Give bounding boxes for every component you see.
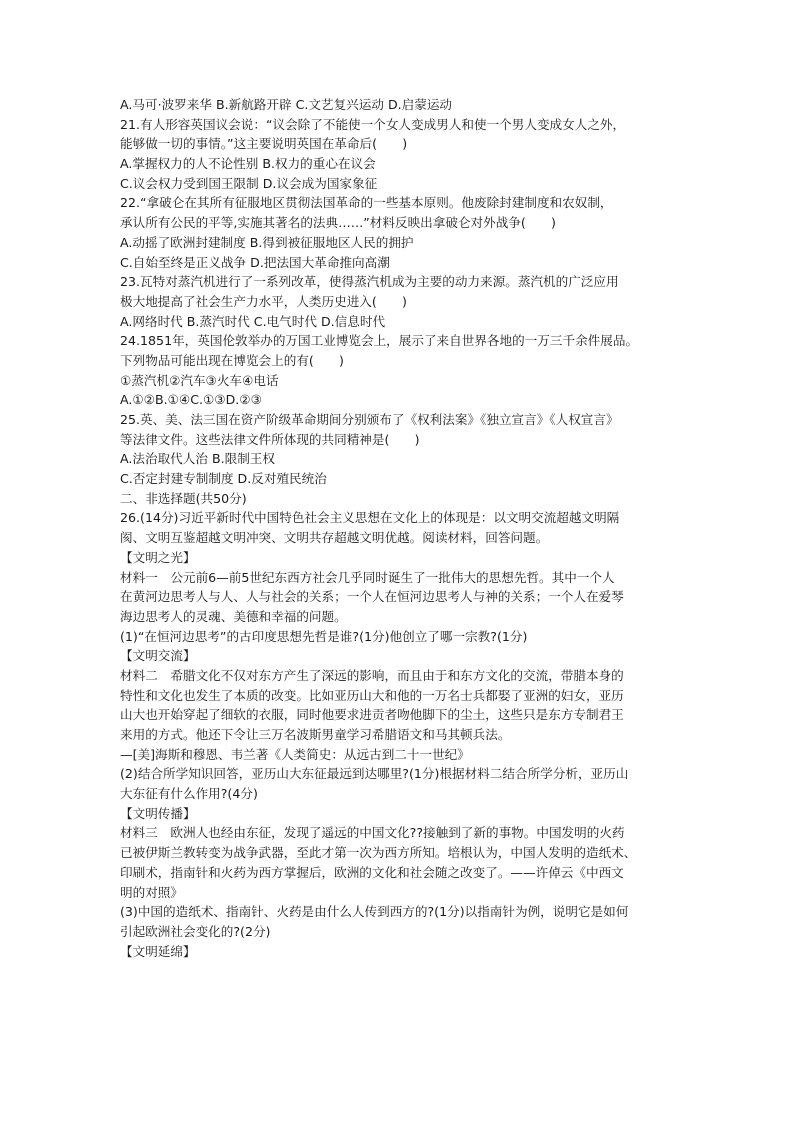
text-line: 引起欧洲社会变化的?(2分) [120,923,271,939]
text-line: 大东征有什么作用?(4分) [120,786,258,802]
text-line: 【文明传播】 [120,805,196,821]
text-line: A.马可·波罗来华 B.新航路开辟 C.文艺复兴运动 D.启蒙运动 [120,97,453,112]
text-line: 极大地提高了社会生产力水平，人类历史进入( ) [120,293,407,309]
text-line: 21.有人形容英国议会说：“议会除了不能使一个女人变成男人和使一个男人变成女人之外， [120,116,626,132]
text-line: C.否定封建专制制度 D.反对殖民统治 [120,471,327,487]
text-line: 海边思考人的灵魂、美德和幸福的问题。 [120,608,347,624]
text-line: 能够做一切的事情。”这主要说明英国在革命后( ) [120,136,408,152]
text-line: 材料二 希腊文化不仅对东方产生了深远的影响，而且由于和东方文化的交流，带腊本身的 [120,667,624,683]
text-line: 特性和文化也发生了本质的改变。比如亚历山大和他的一万名士兵都娶了亚洲的妇女，亚历 [120,687,624,703]
text-line: C.议会权力受到国王限制 D.议会成为国家象征 [120,175,378,191]
text-line: 下列物品可能出现在博览会上的有( ) [120,352,344,368]
text-line: 来用的方式。他还下令让三万名波斯男童学习希腊语文和马其顿兵法。 [120,727,511,742]
text-line: 山大也开始穿起了细软的衣服，同时他要求进贡者吻他脚下的尘土，这些只是东方专制君王 [120,707,624,723]
text-line: A.掌握权力的人不论性别 B.权力的重心在议会 [120,156,376,172]
text-line: 明的对照》 [120,884,183,900]
text-line: 二、非选择题(共50分) [120,490,247,506]
text-line: —[美]海斯和穆恩、韦兰著《人类简史：从远古到二十一世纪》 [120,746,470,762]
text-line: A.动摇了欧洲封建制度 B.得到被征服地区人民的拥护 [120,234,414,250]
text-line: 印刷术，指南针和火药为西方掌握后，欧洲的文化和社会随之改变了。——许倬云《中西文 [120,864,624,880]
text-line: A.法治取代人治 B.限制王权 [120,451,275,467]
text-line: (1)“在恒河边思考”的古印度思想先哲是谁?(1分)他创立了哪一宗教?(1分) [120,628,528,644]
text-line: 材料一 公元前6—前5世纪东西方社会几乎同时诞生了一批伟大的思想先哲。其中一个人 [120,569,615,585]
text-line: (2)结合所学知识回答，亚历山大东征最远到达哪里?(1分)根据材料二结合所学分析，亚历山 [120,766,629,782]
text-line: 等法律文件。这些法律文件所体现的共同精神是( ) [120,431,420,447]
text-line: A.①②B.①④C.①③D.②③ [120,392,262,408]
text-line: 25.英、美、法三国在资产阶级革命期间分别颁布了《权利法案》《独立宣言》《人权宣言》 [120,412,619,427]
text-line: 【文明交流】 [120,648,196,664]
text-line: 在黄河边思考人与人、人与社会的关系；一个人在恒河边思考人与神的关系；一个人在爱琴 [120,589,624,605]
text-line: 26.(14分)习近平新时代中国特色社会主义思想在文化上的体现是：以文明交流超越文明隔 [120,510,620,526]
text-line: 已被伊斯兰教转变为战争武器，至此才第一次为西方所知。培根认为，中国人发明的造纸术、 [120,845,637,861]
text-line: A.网络时代 B.蒸汽时代 C.电气时代 D.信息时代 [120,313,386,329]
text-line: 材料三 欧洲人也经由东征，发现了遥远的中国文化??接触到了新的事物。中国发明的火药 [120,825,625,841]
text-line: 24.1851年，英国伦敦举办的万国工业博览会上，展示了来自世界各地的一万三千余件展品。 [120,333,639,349]
document-body [120,95,680,961]
text-line: 【文明之光】 [120,549,196,565]
text-line: 22.“拿破仑在其所有征服地区贯彻法国革命的一些基本原则。他废除封建制度和农奴制， [120,195,613,211]
text-line: ①蒸汽机②汽车③火车④电话 [120,372,279,388]
text-line: (3)中国的造纸术、指南针、火药是由什么人传到西方的?(1分)以指南针为例，说明它是如何 [120,904,629,920]
text-line: 阂、文明互鉴超越文明冲突、文明共存超越文明优越。阅读材料，回答问题。 [120,530,549,546]
text-line: 23.瓦特对蒸汽机进行了一系列改革，使得蒸汽机成为主要的动力来源。蒸汽机的广泛应用 [120,274,619,290]
text-line: 承认所有公民的平等,实施其著名的法典……”材料反映出拿破仑对外战争( ) [120,215,556,231]
text-line: 【文明延绵】 [120,943,196,959]
text-line: C.自始至终是正义战争 D.把法国大革命推向高潮 [120,254,390,270]
